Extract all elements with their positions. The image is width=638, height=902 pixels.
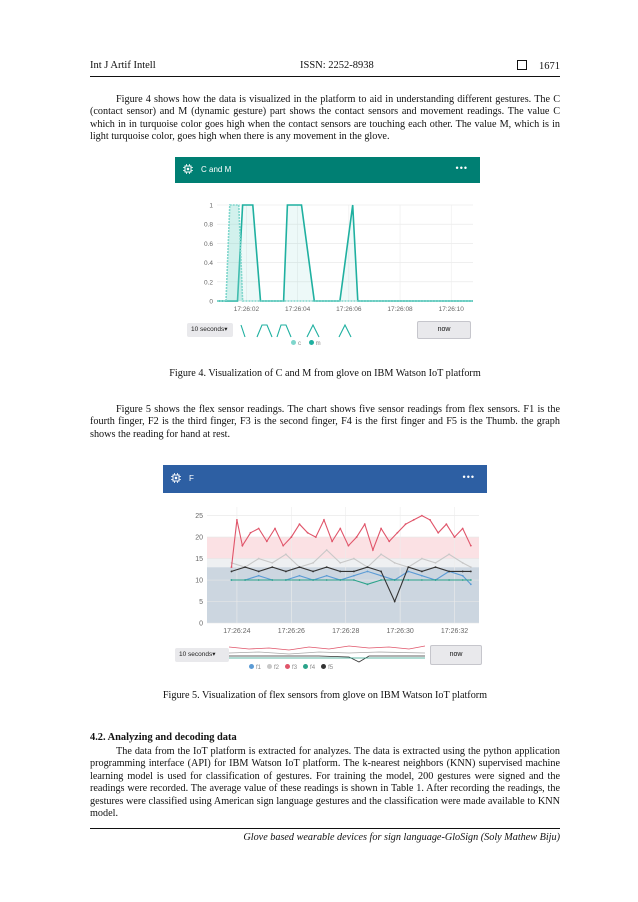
x-tick-label: 17:26:26 [277, 628, 305, 635]
x-tick-label: 17:26:02 [233, 306, 260, 313]
more-options-icon[interactable]: ••• [455, 163, 468, 173]
data-point-f3 [413, 519, 415, 521]
data-point-f5 [244, 566, 246, 568]
legend-dot-f1 [249, 664, 254, 669]
data-point-f3 [241, 545, 243, 547]
timespan-select[interactable] [187, 323, 233, 337]
figure-5-legend [243, 664, 333, 671]
data-point-f3 [266, 540, 268, 542]
data-point-f3 [405, 523, 407, 525]
data-point-f2 [353, 558, 355, 560]
data-point-f3 [462, 528, 464, 530]
data-point-f2 [271, 562, 273, 564]
y-tick-label: 15 [195, 556, 203, 564]
data-point-f2 [326, 549, 328, 551]
data-point-f3 [282, 545, 284, 547]
data-point-f4 [470, 579, 472, 581]
data-point-f3 [250, 532, 252, 534]
chip-icon [183, 164, 193, 174]
data-point-f1 [326, 575, 328, 577]
y-tick-label: 20 [195, 534, 203, 542]
threshold-band-2 [207, 537, 479, 558]
data-point-f3 [454, 536, 456, 538]
data-point-f4 [380, 579, 382, 581]
section-heading: 4.2. Analyzing and decoding data [90, 732, 237, 743]
data-point-f1 [462, 575, 464, 577]
data-point-f1 [299, 575, 301, 577]
data-point-f1 [421, 575, 423, 577]
footer-rule [90, 828, 560, 829]
data-point-f4 [367, 583, 369, 585]
legend-label-f4: f4 [310, 665, 316, 671]
data-point-f5 [271, 566, 273, 568]
data-point-f3 [437, 532, 439, 534]
legend-label-f1: f1 [256, 665, 262, 671]
data-point-f3 [307, 532, 309, 534]
data-point-f3 [236, 519, 238, 521]
y-tick-label: 0.6 [203, 240, 213, 248]
data-point-f3 [445, 523, 447, 525]
data-point-f4 [231, 579, 233, 581]
data-point-f1 [407, 571, 409, 573]
series-area-c [217, 205, 473, 301]
legend-dot-m [309, 340, 314, 345]
x-tick-label: 17:26:32 [440, 628, 469, 635]
data-point-f3 [231, 566, 233, 568]
data-point-f3 [315, 536, 317, 538]
running-header [90, 60, 560, 74]
now-button[interactable]: now [417, 321, 471, 339]
x-tick-label: 17:26:10 [438, 306, 464, 313]
legend-dot-c [291, 340, 296, 345]
data-point-f1 [470, 583, 472, 585]
x-tick-label: 17:26:04 [284, 306, 311, 313]
data-point-f3 [397, 532, 399, 534]
legend-label-f3: f3 [292, 665, 298, 671]
data-point-f4 [326, 579, 328, 581]
y-tick-label: 0 [199, 620, 203, 628]
paragraph-2 [90, 404, 560, 441]
journal-name: Int J Artif Intell [90, 60, 156, 71]
data-point-f2 [339, 562, 341, 564]
x-tick-label: 17:26:28 [332, 628, 360, 635]
y-tick-label: 0 [209, 298, 213, 306]
data-point-f3 [356, 536, 358, 538]
paragraph-1 [90, 94, 560, 144]
running-footer: Glove based wearable devices for sign language-GloSign (Soly Mathew Biju) [243, 832, 560, 843]
data-point-f2 [470, 566, 472, 568]
x-tick-label: 17:26:06 [336, 306, 362, 313]
data-point-f1 [367, 571, 369, 573]
figure-4-widget [175, 157, 480, 353]
data-point-f3 [388, 540, 390, 542]
data-point-f5 [231, 571, 233, 573]
figure-5-widget [163, 465, 487, 671]
now-button[interactable]: now [430, 645, 482, 665]
legend-dot-f3 [285, 664, 290, 669]
data-point-f4 [258, 579, 260, 581]
data-point-f4 [435, 579, 437, 581]
data-point-f3 [299, 523, 301, 525]
data-point-f4 [299, 579, 301, 581]
data-point-f3 [380, 528, 382, 530]
figure-5-title: F [189, 474, 194, 483]
data-point-f4 [353, 579, 355, 581]
data-point-f5 [258, 571, 260, 573]
data-point-f2 [285, 553, 287, 555]
page-number: 1671 [539, 61, 560, 72]
y-tick-label: 0.8 [203, 221, 213, 229]
data-point-f2 [380, 553, 382, 555]
data-point-f2 [421, 558, 423, 560]
data-point-f5 [380, 571, 382, 573]
data-point-f5 [353, 571, 355, 573]
data-point-f3 [348, 545, 350, 547]
paragraph-3 [90, 746, 560, 820]
data-point-f5 [367, 566, 369, 568]
figure-5-titlebar [163, 465, 487, 493]
data-point-f1 [353, 575, 355, 577]
y-tick-label: 10 [195, 577, 203, 585]
data-point-f3 [364, 523, 366, 525]
data-point-f4 [462, 579, 464, 581]
data-point-f2 [435, 562, 437, 564]
data-point-f5 [299, 566, 301, 568]
data-point-f4 [244, 579, 246, 581]
data-point-f4 [285, 579, 287, 581]
data-point-f5 [470, 571, 472, 573]
x-tick-label: 17:26:08 [387, 306, 413, 313]
figure-4-legend [285, 340, 321, 347]
data-point-f4 [312, 579, 314, 581]
data-point-f3 [470, 545, 472, 547]
paragraph-1-text: Figure 4 shows how the data is visualized in the platform to aid in understanding different gestures. The C (contact sensor) and M (dynamic gesture) part shows the contact sensors and movement readings. The value C which in in turquoise color goes high when the contact sensors are touching each other. The value M, which is in light turquoise color, goes high when there is any movement in the glove. [90, 94, 560, 143]
data-point-f3 [331, 540, 333, 542]
data-point-f3 [421, 515, 423, 517]
data-point-f2 [462, 562, 464, 564]
data-point-f5 [407, 566, 409, 568]
data-point-f2 [258, 558, 260, 560]
data-point-f5 [312, 571, 314, 573]
square-icon [517, 60, 527, 70]
data-point-f1 [380, 575, 382, 577]
data-point-f5 [462, 571, 464, 573]
chip-icon [171, 473, 181, 483]
data-point-f3 [429, 519, 431, 521]
legend-label-f2: f2 [274, 665, 280, 671]
legend-dot-f4 [303, 664, 308, 669]
data-point-f1 [258, 575, 260, 577]
more-options-icon[interactable]: ••• [462, 472, 475, 482]
y-tick-label: 25 [195, 513, 203, 521]
timespan-select-label: 10 seconds [179, 651, 213, 658]
data-point-f4 [407, 579, 409, 581]
figure-5-caption: Figure 5. Visualization of flex sensors from glove on IBM Watson IoT platform [162, 690, 488, 701]
threshold-band-0 [207, 567, 479, 623]
data-point-f4 [394, 579, 396, 581]
y-tick-label: 1 [209, 202, 213, 210]
figure-4-titlebar [175, 157, 480, 183]
data-point-f5 [435, 566, 437, 568]
data-point-f4 [448, 579, 450, 581]
legend-dot-f5 [321, 664, 326, 669]
legend-label-c: c [298, 341, 301, 347]
data-point-f4 [271, 579, 273, 581]
legend-label-f5: f5 [328, 665, 334, 671]
legend-dot-f2 [267, 664, 272, 669]
page-number-area [517, 60, 560, 72]
figure-4-caption: Figure 4. Visualization of C and M from glove on IBM Watson IoT platform [169, 368, 481, 379]
data-point-f5 [285, 571, 287, 573]
figure-4-title: C and M [201, 165, 232, 174]
x-tick-label: 17:26:24 [223, 628, 251, 635]
timespan-select-label: 10 seconds [191, 326, 225, 333]
paragraph-2-text: Figure 5 shows the flex sensor readings. The chart shows five sensor readings from flex sensors. F1 is the fourth finger, F2 is the third finger, F3 is the second finger, F4 is the first finger and F5 is the Thumb. the graph shows the reading for hand at rest. [90, 404, 560, 440]
data-point-f5 [421, 571, 423, 573]
x-tick-label: 17:26:30 [386, 628, 414, 635]
paragraph-3-text: The data from the IoT platform is extracted for analyzes. The data is extracted using the python application programming interface (API) for IBM Watson IoT platform. The k-nearest neighbors (KNN) supervised machine learning model is used for classification of gestures. For training the model, 200 gestures were signed and the readings were recorded. The average value of these readings is shown in Table 1. After recording the readings, the gestures were classified using American sign language gestures and the classification were made available to KNN model. [90, 746, 560, 820]
data-point-f3 [258, 528, 260, 530]
figure-5-overview-sparkline [229, 643, 425, 665]
data-point-f3 [372, 549, 374, 551]
data-point-f5 [448, 571, 450, 573]
timespan-select[interactable] [175, 648, 229, 662]
data-point-f5 [339, 571, 341, 573]
data-point-f3 [274, 528, 276, 530]
data-point-f4 [339, 579, 341, 581]
y-tick-label: 0.4 [203, 260, 213, 268]
data-point-f2 [312, 562, 314, 564]
data-point-f5 [394, 601, 396, 603]
chevron-down-icon: ▾ [224, 326, 228, 333]
figure-4-overview-sparkline [239, 321, 369, 339]
data-point-f3 [339, 528, 341, 530]
data-point-f3 [290, 536, 292, 538]
data-point-f5 [326, 566, 328, 568]
y-tick-label: 5 [199, 599, 203, 607]
chevron-down-icon: ▾ [212, 651, 216, 658]
data-point-f4 [421, 579, 423, 581]
y-tick-label: 0.2 [203, 279, 213, 287]
data-point-f3 [323, 519, 325, 521]
data-point-f2 [448, 553, 450, 555]
issn: ISSN: 2252-8938 [300, 60, 374, 71]
data-point-f2 [394, 562, 396, 564]
legend-label-m: m [315, 341, 321, 347]
header-rule [90, 76, 560, 77]
